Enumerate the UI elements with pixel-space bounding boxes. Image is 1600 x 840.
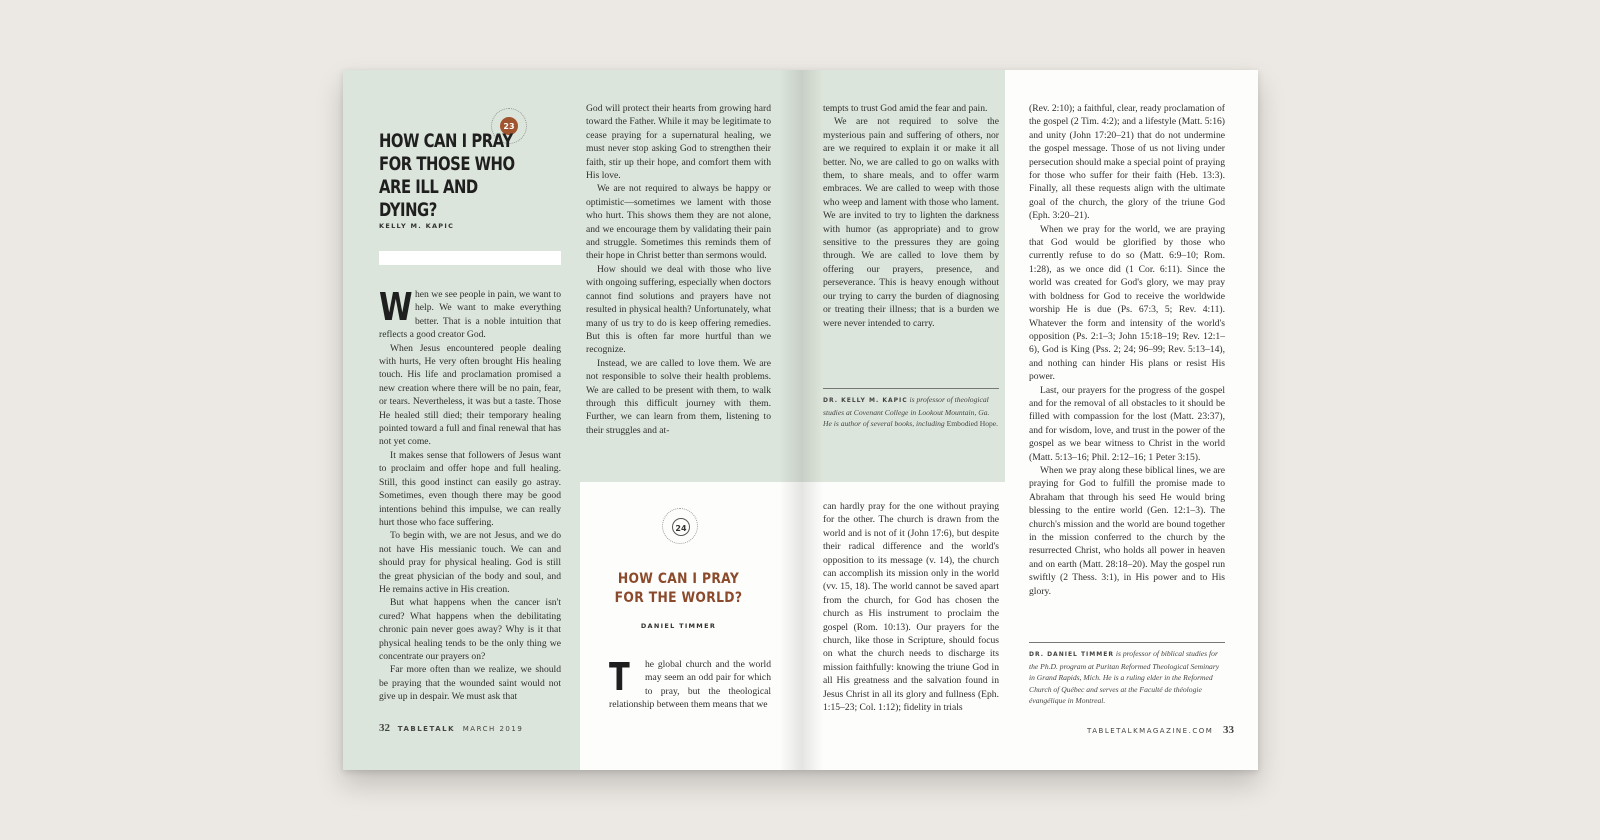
gutter-shadow-right bbox=[803, 70, 823, 770]
article-title-1: HOW CAN I PRAY FOR THOSE WHO ARE ILL AND DYING? bbox=[379, 130, 515, 221]
article2-column-3 bbox=[823, 500, 999, 715]
article2-column-4 bbox=[1029, 102, 1225, 637]
author-bio-2 bbox=[1029, 642, 1225, 707]
paragraph: Last, our prayers for the progress of the gospel and for the removal of all obstacles to it should be filled with compassion for the lost (Matt. 23:37), and for wisdom, love, and trust in the power of the gospel as we bear witness to Christ in the world (Matt. 5:13–16; Phil. 2:12–16; 1 Peter 3:15). bbox=[1029, 384, 1225, 463]
folio-right bbox=[1087, 724, 1234, 736]
paragraph: When Jesus encountered people dealing with hurts, He very often brought His healing touch. His life and proclamation promised a new creation where there will be no pain, fear, or tears. Nevertheless, it was but a taste. Those He healed still died; their temporary healing pointed toward a full and final renewal that has not yet come. bbox=[379, 342, 561, 448]
badge-number: 24 bbox=[672, 518, 690, 536]
bio-name: DR. DANIEL TIMMER bbox=[1029, 651, 1114, 658]
issue-date: MARCH 2019 bbox=[462, 725, 524, 733]
paragraph: It makes sense that followers of Jesus want to proclaim and offer hope and full healing. Still, this good instinct can easily go astray. Sometimes, even though there may be good intentions behind this impulse, we can really hurt those who face suffering. bbox=[379, 449, 561, 528]
paragraph: he global church and the world may seem an odd pair for which to pray, but the theological relationship between them means that we bbox=[609, 659, 771, 711]
article1-column-1 bbox=[379, 285, 561, 704]
paragraph: Far more often than we realize, we should be praying that the wounded saint would not give up in despair. We must ask that bbox=[379, 664, 561, 703]
dropcap-w: W bbox=[379, 285, 413, 329]
website: TABLETALKMAGAZINE.COM bbox=[1087, 727, 1214, 735]
folio-left bbox=[379, 722, 523, 734]
author-bio-1 bbox=[823, 388, 999, 430]
paragraph: How should we deal with those who live with ongoing suffering, especially when doctors cannot find solutions and prayers have not resulted in physical health? Unfortunately, what many of us try to do is keep offering remedies. But this is often far more hurtful than we recognize. bbox=[586, 263, 771, 356]
paragraph: (Rev. 2:10); a faithful, clear, ready proclamation of the gospel (2 Tim. 4:2); and a lifestyle (Matt. 5:16) and unity (John 17:20–21) that do not undermine the gospel message. Those of us not living under persecution should make a special point of praying for those who suffer for their faith (Heb. 13:3). Finally, all these requests align with the ultimate goal of the church, the glory of the triune God (Eph. 3:20–21). bbox=[1029, 103, 1225, 222]
paragraph: But what happens when the cancer isn't cured? What happens when the debilitating chronic pain never goes away? Why is it that physical healing tends to be the only thing we concentrate our prayers on? bbox=[379, 597, 561, 662]
dropcap-t: T bbox=[609, 658, 630, 699]
paragraph: When we pray for the world, we are praying that God would be glorified by those who currently refuse to do so (Matt. 6:9–10; Rom. 1:28), as we once did (1 Cor. 6:11). Since the world was created for God's glory, we may pray with boldness for God to receive the worldwide worship He is due (Ps. 67:3, 5; Rev. 4:11). Whatever the form and intensity of the world's opposition (Ps. 2:1–3; John 15:18–19; Rev. 12:1–6), God is King (Pss. 2; 24; 96–99; Rev. 5:13–14), and nothing can hinder His plans or resist His power. bbox=[1029, 223, 1225, 383]
bio-book: Embodied Hope. bbox=[946, 419, 999, 428]
left-page bbox=[343, 70, 803, 770]
paragraph: tempts to trust God amid the fear and pain. bbox=[823, 103, 988, 114]
page-number-right: 33 bbox=[1223, 724, 1234, 736]
paragraph: To begin with, we are not Jesus, and we do not have His messianic touch. We can and should pray for physical healing. God is still the great physician of the body and soul, and He remains active in His creation. bbox=[379, 530, 561, 595]
magazine-name: TABLETALK bbox=[397, 725, 455, 733]
paragraph: When we pray along these biblical lines, we are praying for God to fulfill the promise made to Abraham that through his seed He would bring blessing to the entire world (Gen. 12:1–3). The church's mission and the world are bound together in the mission conferred to the church by the resurrected Christ, who holds all power in heaven and on earth (Matt. 28:18–20). May the gospel run swiftly (2 Thess. 3:1), in His power and to His glory. bbox=[1029, 464, 1225, 597]
badge-number: 23 bbox=[500, 117, 518, 135]
bio-text: is professor of biblical studies for the Ph.D. program at Puritan Reformed Theological Seminary in Grand Rapids, Mich. He is a ruling elder in the Reformed Church of Québec and serves at the Faculté de théologie évangélique in Montreal. bbox=[1029, 649, 1220, 705]
paragraph: can hardly pray for the one without praying for the other. The church is drawn from the world and is not of it (John 17:6), but despite their radical difference and the world's opposition to its message (v. 14), the church can accomplish its mission only in the world (vv. 15, 18). The world cannot be saved apart from the church, for God has chosen the church as His instrument to proclaim the gospel (Rom. 10:13). Our prayers for the church, like those in Scripture, should focus on what the church needs to discharge its mission faithfully: knowing the triune God in all His greatness and the salvation found in Jesus Christ in all its glory and fullness (Eph. 1:15–23; Col. 1:12); fidelity in trials bbox=[823, 501, 999, 714]
gutter-shadow-left bbox=[779, 70, 803, 770]
author-byline-2: DANIEL TIMMER bbox=[640, 622, 717, 630]
right-page bbox=[803, 70, 1258, 770]
question-badge-24 bbox=[662, 508, 698, 544]
paragraph: hen we see people in pain, we want to help. We want to make everything better. That is a noble intuition that reflects a good creator God. bbox=[379, 289, 561, 341]
white-rule bbox=[379, 251, 561, 265]
article-title-2: HOW CAN I PRAY FOR THE WORLD? bbox=[614, 571, 743, 606]
paragraph: God will protect their hearts from growing hard toward the Father. While it may be legitimate to cease praying for a supernatural healing, we must never stop asking God to strengthen their faith, stir up their hope, and comfort them with His love. bbox=[586, 103, 771, 182]
paragraph: Instead, we are called to love them. We are not responsible to solve their health problems. We are called to be present with them, to walk through this difficult journey with them. Further, we can learn from them, listening to their struggles and at- bbox=[586, 357, 771, 436]
author-byline-1: KELLY M. KAPIC bbox=[379, 222, 455, 230]
article2-column-intro bbox=[609, 658, 771, 718]
bio-name: DR. KELLY M. KAPIC bbox=[823, 397, 908, 404]
page-number-left: 32 bbox=[379, 722, 390, 734]
article1-column-2 bbox=[586, 102, 771, 472]
magazine-spread bbox=[343, 70, 1258, 770]
bio-text: is professor of theological studies at Covenant College in Lookout Mountain, Ga. He is author of several books, including bbox=[823, 395, 990, 428]
paragraph: We are not required to solve the mysterious pain and suffering of others, nor are we required to explain it or make it all better. No, we are called to go on walks with them, to share meals, and to offer warm embraces. We are called to weep with those who weep and lament with those who lament. We are invited to try to lighten the darkness with humor (as appropriate) and to grow sensitive to the pressures they are going through. We are called to love them by offering our prayers, presence, and perseverance. This is heavy enough without our trying to carry the burden of diagnosing or treating their illness; that is a burden we were never intended to carry. bbox=[823, 116, 999, 329]
article1-column-3 bbox=[823, 102, 999, 377]
paragraph: We are not required to always be happy or optimistic—sometimes we lament with those who hurt. This shows them they are not alone, and we encourage them by validating their pain and struggle. Sometimes this reminds them of their hope in Christ better than sermons would. bbox=[586, 183, 771, 262]
